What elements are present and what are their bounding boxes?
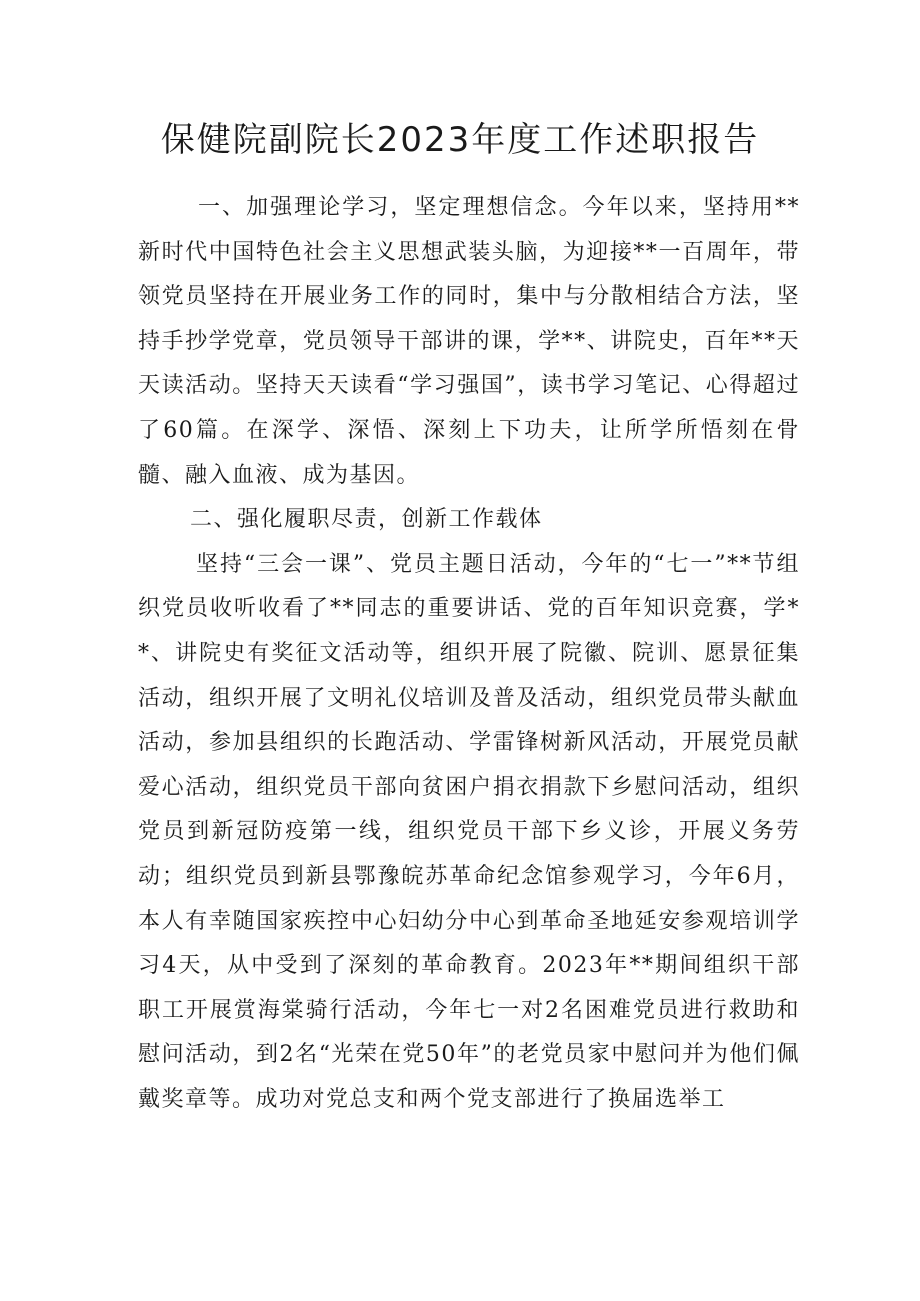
paragraph-theory-study: 一、加强理论学习，坚定理想信念。今年以来，坚持用**新时代中国特色社会主义思想武装头脑，为迎接**一百周年，带领党员坚持在开展业务工作的同时，集中与分散相结合方法，坚持手抄学党章，党员领导干部讲的课，学**、讲院史，百年**天天读活动。坚持天天读看“学习强国”，读书学习笔记、心得超过了60篇。在深学、深悟、深刻上下功夫，让所学所悟刻在骨髓、融入血液、成为基因。	[138, 195, 800, 488]
document-title: 保健院副院长2023年度工作述职报告	[160, 120, 760, 160]
section-heading-duty: 二、强化履职尽责，创新工作载体	[190, 507, 543, 533]
paragraph-activities: 坚持“三会一课”、党员主题日活动，今年的“七一”**节组织党员收听收看了**同志的重要讲话、党的百年知识竞赛，学**、讲院史有奖征文活动等，组织开展了院徽、院训、愿景征集活动，组织开展了文明礼仪培训及普及活动，组织党员带头献血活动，参加县组织的长跑活动、学雷锋树新风活动，开展党员献爱心活动，组织党员干部向贫困户捐衣捐款下乡慰问活动，组织党员到新冠防疫第一线，组织党员干部下乡义诊，开展义务劳动；组织党员到新县鄂豫皖苏革命纪念馆参观学习，今年6月，本人有幸随国家疾控中心妇幼分中心到革命圣地延安参观培训学习4天，从中受到了深刻的革命教育。2023年**期间组织干部职工开展赏海棠骑行活动，今年七一对2名困难党员进行救助和慰问活动，到2名“光荣在党50年”的老党员家中慰问并为他们佩戴奖章等。成功对党总支和两个党支部进行了换届选举工	[138, 551, 800, 1112]
document-body	[138, 186, 800, 1122]
